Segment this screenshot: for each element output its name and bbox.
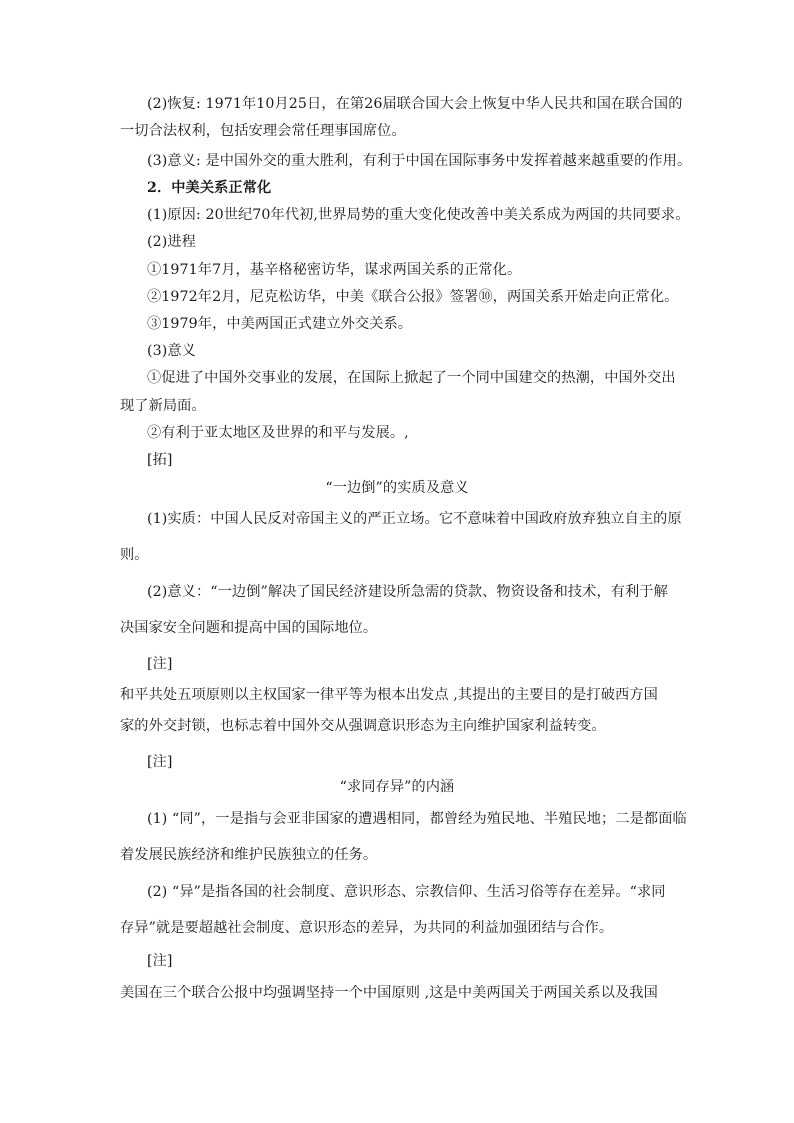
box-title: “一边倒”的实质及意义 <box>325 480 469 496</box>
text-line: (3)意义: 是中国外交的重大胜利，有利于中国在国际事务中发挥着越来越重要的作用。 <box>147 153 692 169</box>
text-line: (2) “异”是指各国的社会制度、意识形态、宗教信仰、生活习俗等存在差异。“求同 <box>147 884 666 900</box>
text-line: ①1971年7月，基辛格秘密访华，谋求两国关系的正常化。 <box>147 262 522 278</box>
note-tag: [注] <box>147 953 173 969</box>
note-tag: [注] <box>147 656 173 672</box>
text-line: ②1972年2月，尼克松访华，中美《联合公报》签署⑩，两国关系开始走向正常化。 <box>147 289 679 305</box>
text-line: 家的外交封锁，也标志着中国外交从强调意识形态为主向维护国家利益转变。 <box>120 718 606 734</box>
text-line: (2)进程 <box>147 234 196 250</box>
text-line: 决国家安全问题和提高中国的国际地位。 <box>120 620 378 636</box>
section-heading: 2．中美关系正常化 <box>147 180 272 196</box>
text-line: 则。 <box>120 547 149 563</box>
text-line: (2)恢复: 1971年10月25日，在第26届联合国大会上恢复中华人民共和国在联合国的 <box>147 96 683 112</box>
note-tag: [注] <box>147 754 173 770</box>
box-title: “求同存异”的内涵 <box>339 779 455 795</box>
text-line: (1)原因: 20世纪70年代初,世界局势的重大变化使改善中美关系成为两国的共同要求。 <box>147 207 690 223</box>
text-line: 现了新局面。 <box>120 398 206 414</box>
text-line: 一切合法权利，包括安理会常任理事国席位。 <box>120 123 406 139</box>
text-line: 美国在三个联合公报中均强调坚持一个中国原则 ,这是中美两国关于两国关系以及我国 <box>120 985 658 1001</box>
text-line: (2)意义：“一边倒”解决了国民经济建设所急需的贷款、物资设备和技术，有利于解 <box>147 584 668 600</box>
text-line: 和平共处五项原则以主权国家一律平等为根本出发点 ,其提出的主要目的是打破西方国 <box>120 687 658 703</box>
text-line: 存异”就是要超越社会制度、意识形态的差异，为共同的利益加强团结与合作。 <box>120 920 614 936</box>
text-line: (1)实质：中国人民反对帝国主义的严正立场。它不意味着中国政府放弃独立自主的原 <box>147 511 682 527</box>
text-line: 着发展民族经济和维护民族独立的任务。 <box>120 847 378 863</box>
text-line: (1) “同”，一是指与会亚非国家的遭遇相同，都曾经为殖民地、半殖民地；二是都面临 <box>147 811 687 827</box>
text-line: ②有利于亚太地区及世界的和平与发展。, <box>147 425 409 441</box>
text-line: (3)意义 <box>147 343 196 359</box>
note-tag: [拓] <box>147 452 173 468</box>
text-line: ③1979年，中美两国正式建立外交关系。 <box>147 316 413 332</box>
text-line: ①促进了中国外交事业的发展，在国际上掀起了一个同中国建交的热潮，中国外交出 <box>147 370 676 386</box>
